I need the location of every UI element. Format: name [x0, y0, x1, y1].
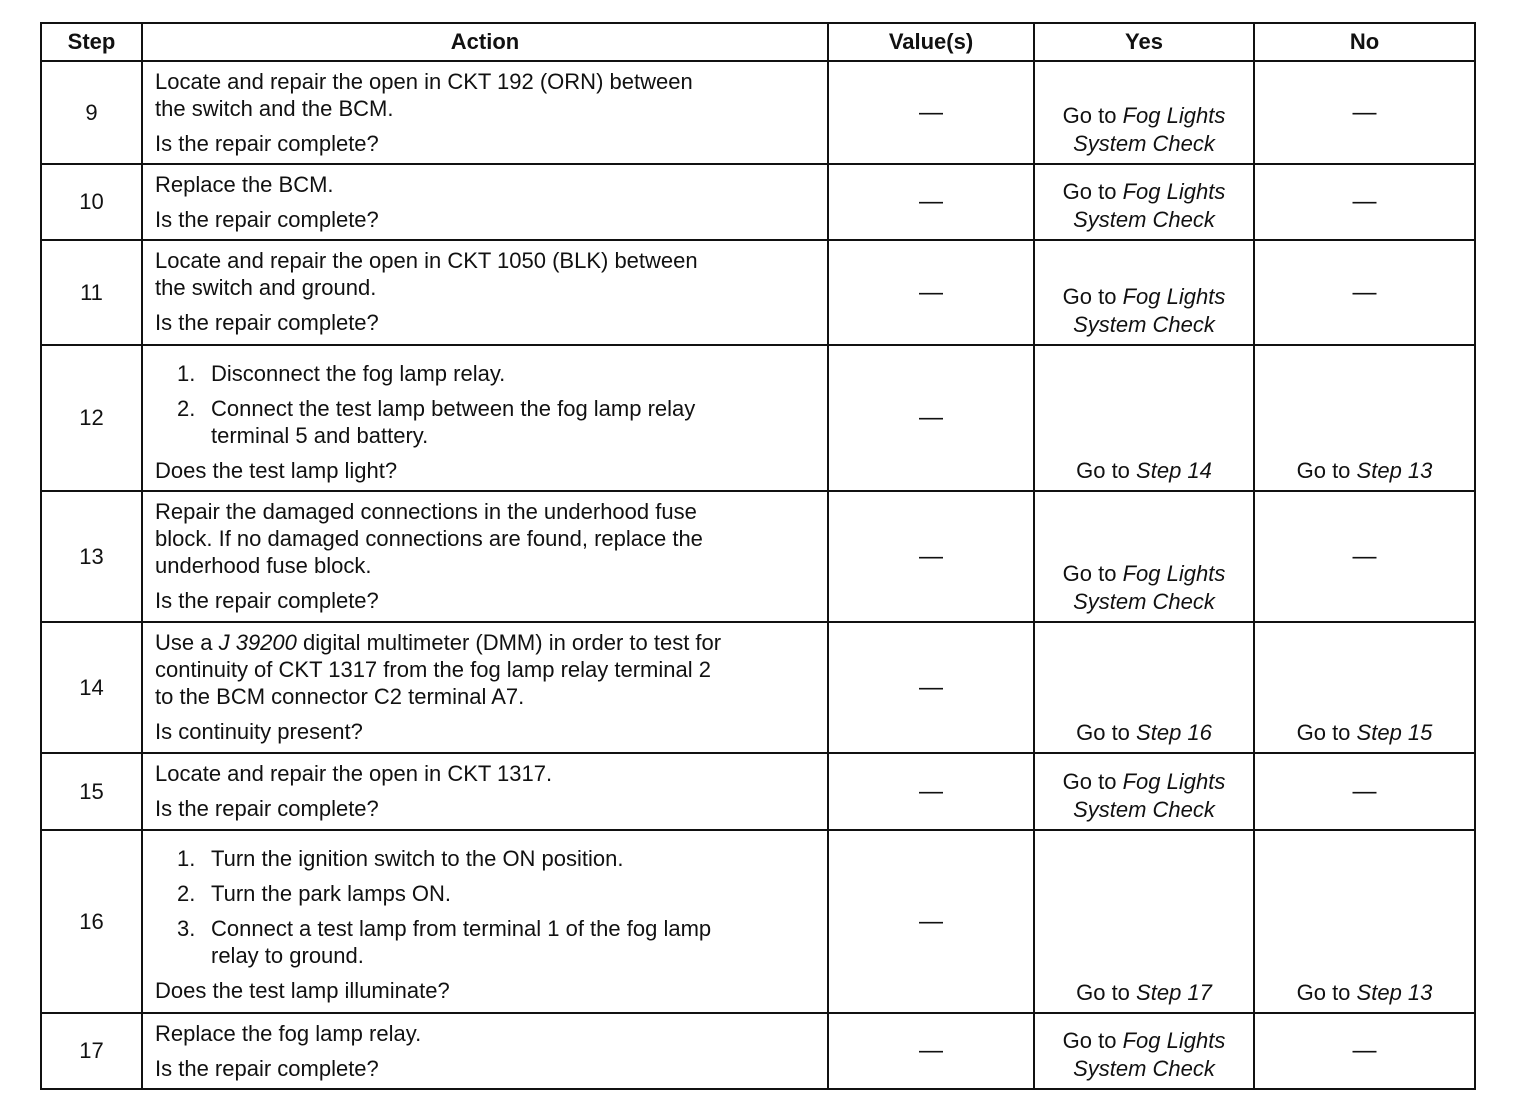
- action-cell: [142, 1013, 828, 1089]
- value-cell: —: [828, 491, 1034, 622]
- no-cell: —: [1254, 1013, 1475, 1089]
- action-text: Replace the fog lamp relay.: [155, 1021, 422, 1046]
- value-cell: —: [828, 753, 1034, 830]
- table-row: [41, 240, 1475, 345]
- no-cell: —: [1254, 753, 1475, 830]
- value-cell: —: [828, 830, 1034, 1013]
- step-number: 16: [41, 830, 142, 1013]
- action-cell: [142, 622, 828, 753]
- action-cell: [142, 753, 828, 830]
- tool-name: J 39200: [218, 630, 297, 655]
- table-row: [41, 753, 1475, 830]
- value-cell: —: [828, 622, 1034, 753]
- header-row: [41, 23, 1475, 61]
- list-item: 1. Disconnect the fog lamp relay.: [177, 361, 506, 386]
- yes-cell: Go to Fog Lights System Check: [1034, 491, 1254, 622]
- numbered-steps: [155, 360, 817, 449]
- no-cell: Go to Step 15: [1254, 622, 1475, 753]
- table-row: [41, 622, 1475, 753]
- list-item: 2. Connect the test lamp between the fog lamp relay terminal 5 and battery.: [177, 396, 696, 448]
- action-cell: [142, 61, 828, 164]
- action-text: Locate and repair the open in CKT 1317.: [155, 761, 553, 786]
- step-number: 12: [41, 345, 142, 491]
- header-yes: Yes: [1034, 23, 1254, 61]
- value-cell: —: [828, 240, 1034, 345]
- action-cell: [142, 240, 828, 345]
- no-cell: Go to Step 13: [1254, 345, 1475, 491]
- list-item: 2. Turn the park lamps ON.: [177, 881, 452, 906]
- action-question: Is the repair complete?: [155, 588, 379, 613]
- list-item: 1. Turn the ignition switch to the ON position.: [177, 846, 624, 871]
- table-row: [41, 345, 1475, 491]
- header-values: Value(s): [828, 23, 1034, 61]
- yes-cell: Go to Fog Lights System Check: [1034, 61, 1254, 164]
- step-number: 15: [41, 753, 142, 830]
- step-number: 17: [41, 1013, 142, 1089]
- action-question: Is the repair complete?: [155, 310, 379, 335]
- action-text: Use a J 39200 digital multimeter (DMM) in order to test for continuity of CKT 1317 from the fog lamp relay terminal 2 to the BCM connector C2 terminal A7.: [155, 630, 722, 709]
- no-cell: —: [1254, 61, 1475, 164]
- action-question: Is continuity present?: [155, 719, 363, 744]
- yes-cell: Go to Step 16: [1034, 622, 1254, 753]
- action-cell: [142, 345, 828, 491]
- action-cell: [142, 491, 828, 622]
- yes-cell: Go to Fog Lights System Check: [1034, 164, 1254, 240]
- step-number: 11: [41, 240, 142, 345]
- action-question: Is the repair complete?: [155, 1056, 379, 1081]
- step-number: 10: [41, 164, 142, 240]
- no-cell: —: [1254, 240, 1475, 345]
- action-question: Is the repair complete?: [155, 207, 379, 232]
- yes-cell: Go to Step 17: [1034, 830, 1254, 1013]
- action-text: Replace the BCM.: [155, 172, 334, 197]
- value-cell: —: [828, 61, 1034, 164]
- action-cell: [142, 830, 828, 1013]
- list-item: 3. Connect a test lamp from terminal 1 of the fog lamp relay to ground.: [177, 916, 712, 968]
- yes-cell: Go to Step 14: [1034, 345, 1254, 491]
- header-step: Step: [41, 23, 142, 61]
- yes-cell: Go to Fog Lights System Check: [1034, 240, 1254, 345]
- step-number: 9: [41, 61, 142, 164]
- table-row: [41, 61, 1475, 164]
- action-cell: [142, 164, 828, 240]
- header-action: Action: [142, 23, 828, 61]
- action-text: Locate and repair the open in CKT 1050 (BLK) between the switch and ground.: [155, 248, 698, 300]
- table-row: [41, 830, 1475, 1013]
- no-cell: Go to Step 13: [1254, 830, 1475, 1013]
- yes-cell: Go to Fog Lights System Check: [1034, 753, 1254, 830]
- no-cell: —: [1254, 491, 1475, 622]
- table-row: [41, 1013, 1475, 1089]
- step-number: 14: [41, 622, 142, 753]
- no-cell: —: [1254, 164, 1475, 240]
- action-question: Does the test lamp illuminate?: [155, 978, 450, 1003]
- action-question: Is the repair complete?: [155, 131, 379, 156]
- action-text: Locate and repair the open in CKT 192 (ORN) between the switch and the BCM.: [155, 69, 693, 121]
- action-question: Does the test lamp light?: [155, 458, 398, 483]
- action-text: Repair the damaged connections in the underhood fuse block. If no damaged connections are found, replace the underhood fuse block.: [155, 499, 703, 578]
- action-question: Is the repair complete?: [155, 796, 379, 821]
- diagnostic-table: [40, 22, 1476, 1090]
- yes-cell: Go to Fog Lights System Check: [1034, 1013, 1254, 1089]
- value-cell: —: [828, 1013, 1034, 1089]
- table-row: [41, 164, 1475, 240]
- header-no: No: [1254, 23, 1475, 61]
- value-cell: —: [828, 345, 1034, 491]
- value-cell: —: [828, 164, 1034, 240]
- table-row: [41, 491, 1475, 622]
- numbered-steps: [155, 845, 817, 969]
- step-number: 13: [41, 491, 142, 622]
